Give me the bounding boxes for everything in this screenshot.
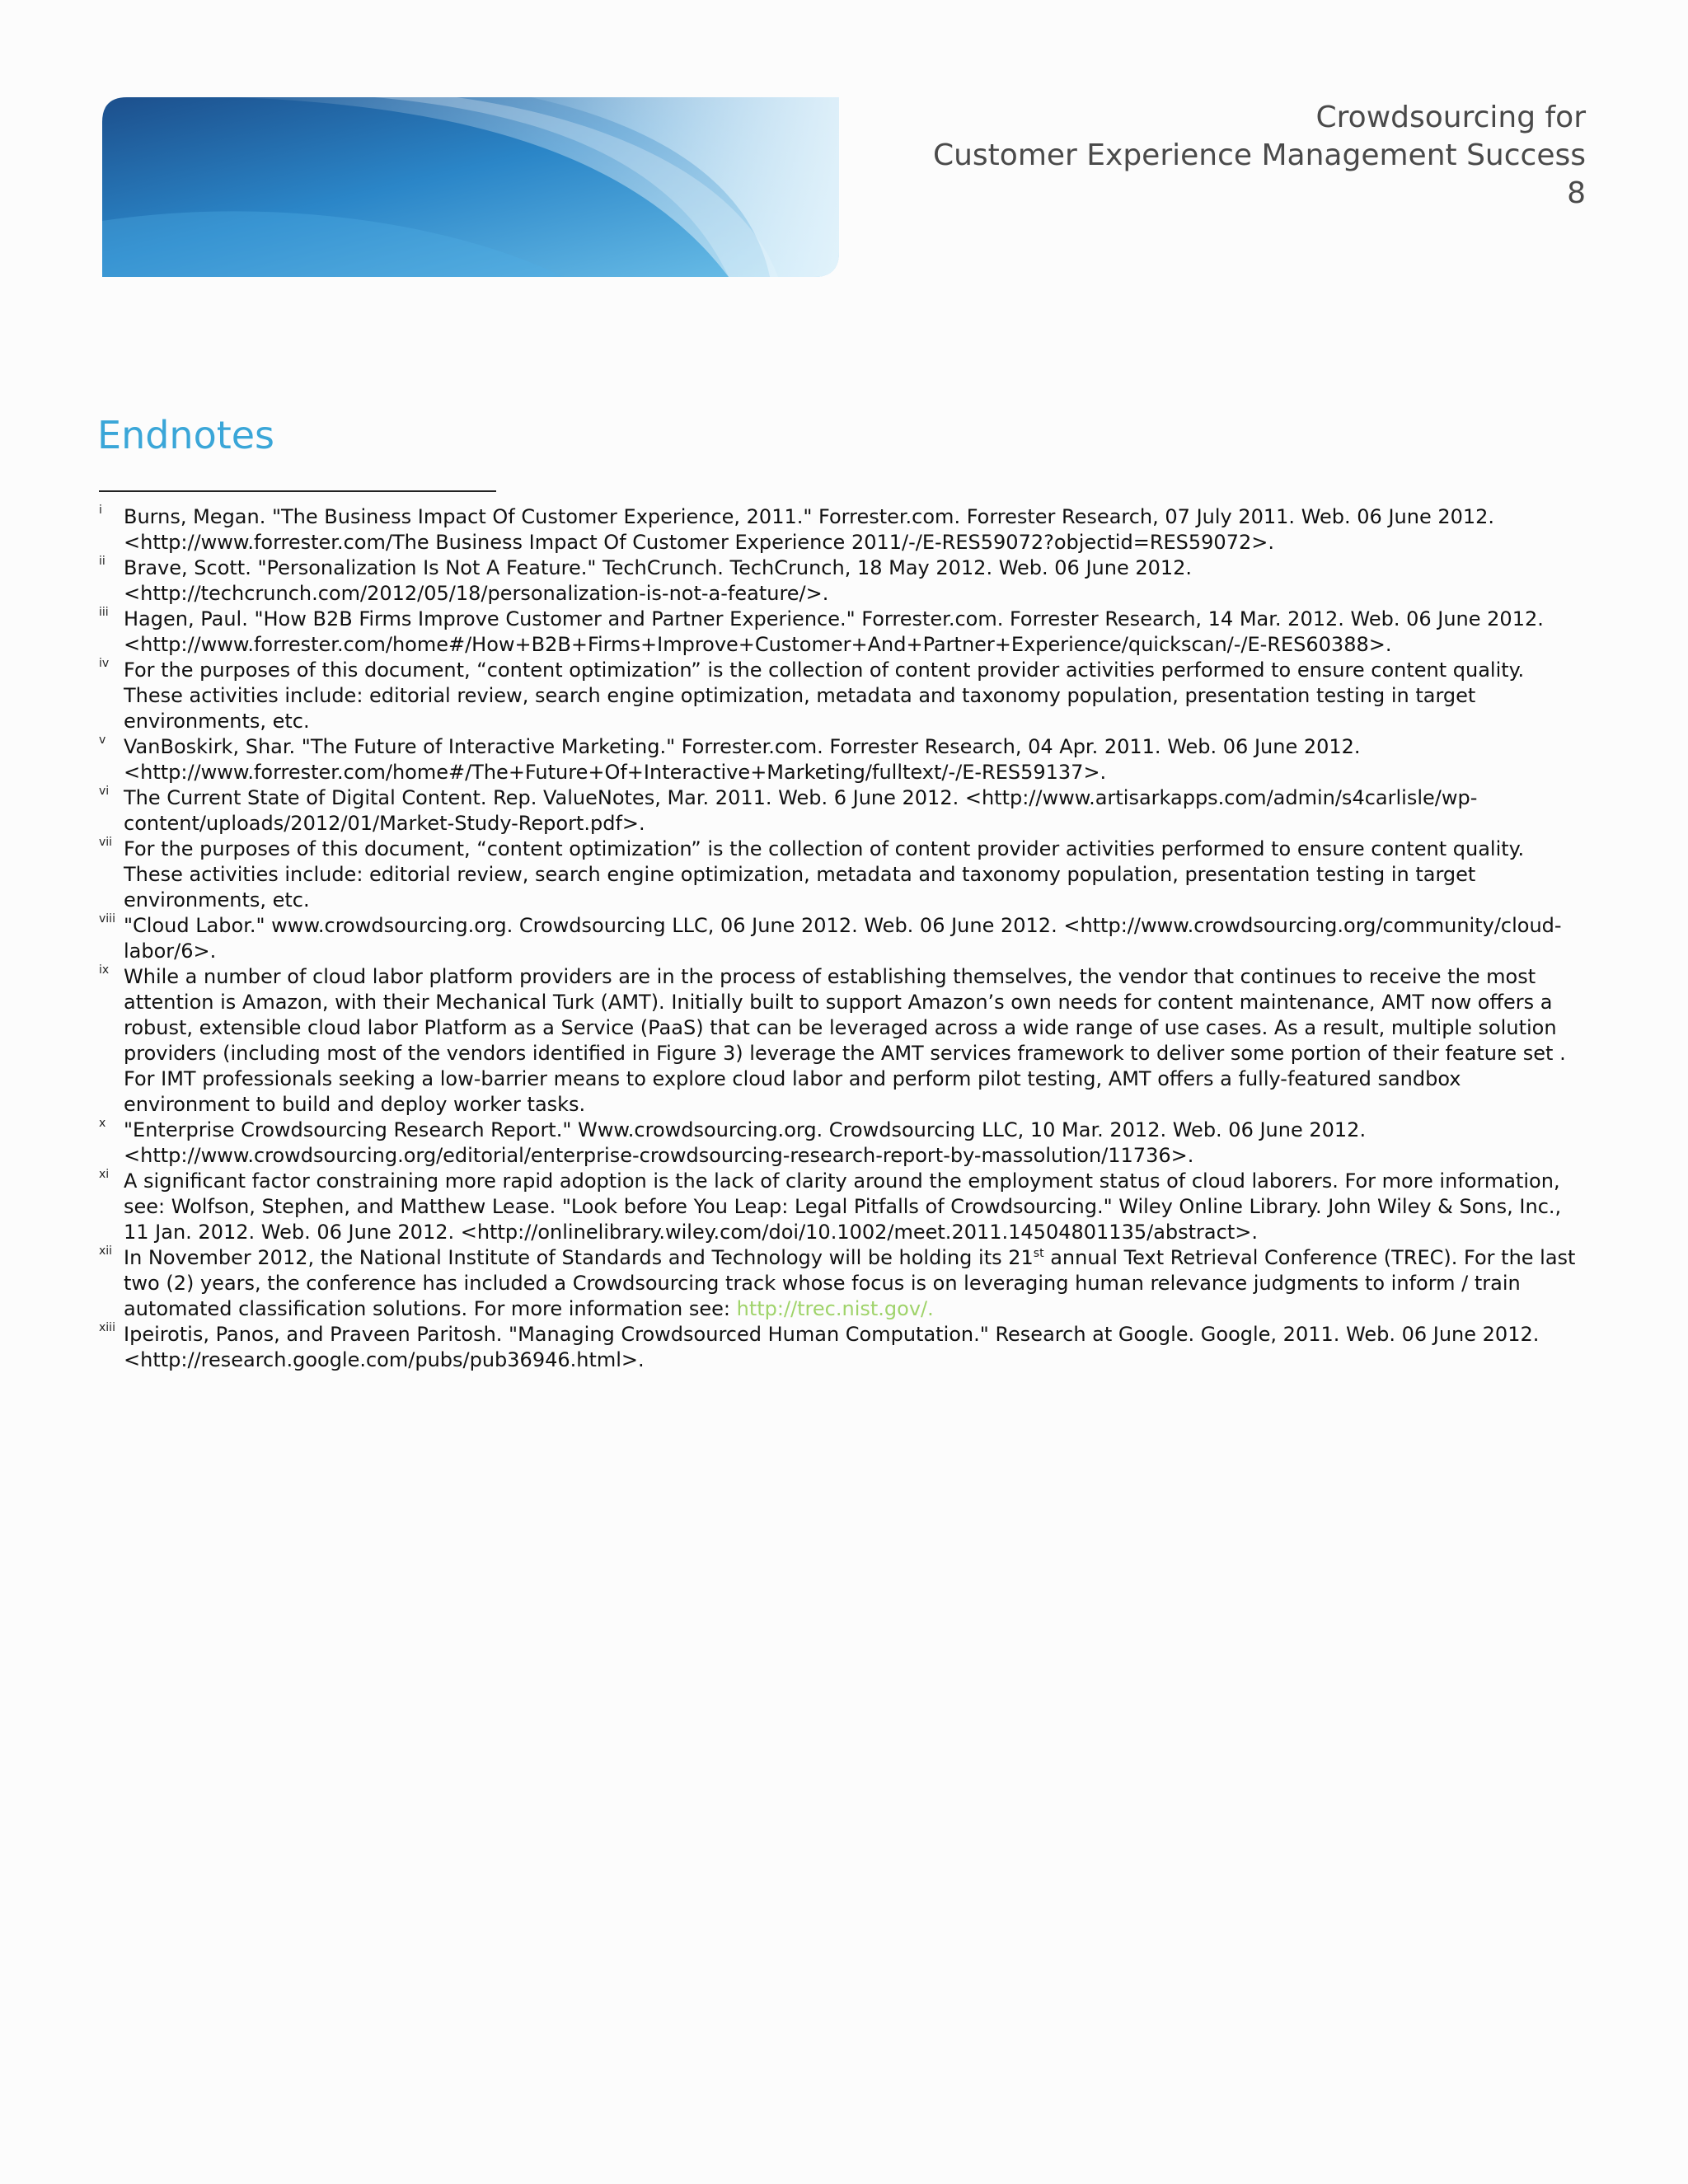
endnote-marker: xiii — [99, 1321, 115, 1334]
endnote-marker: xi — [99, 1168, 110, 1181]
endnote-marker: ii — [99, 555, 106, 568]
endnote-text: For the purposes of this document, “content optimization” is the collection of content provider activities performed to ensure content quality. These activities include: editorial review, search engine optimization, metadata and taxonomy population, presentation testing in target environments, etc. — [124, 837, 1525, 912]
endnote-item — [99, 785, 1587, 837]
endnote-text: For the purposes of this document, “content optimization” is the collection of content provider activities performed to ensure content quality. These activities include: editorial review, search engine optimization, metadata and taxonomy population, presentation testing in target environments, etc. — [124, 658, 1525, 733]
endnote-text: "Enterprise Crowdsourcing Research Report." Www.crowdsourcing.org. Crowdsourcing LLC, 10 Mar. 2012. Web. 06 June 2012. <http://www.crowdsourcing.org/editorial/enterprise-crowdsourcing-research-report-by-massolution/11736>. — [124, 1118, 1367, 1167]
endnote-marker: vi — [99, 785, 110, 798]
header-title-line-2: Customer Experience Management Success — [932, 138, 1586, 172]
endnote-item — [99, 1118, 1587, 1169]
endnote-item — [99, 1322, 1587, 1373]
endnote-item — [99, 555, 1587, 607]
endnote-item — [99, 504, 1587, 555]
endnote-marker: iii — [99, 606, 109, 619]
endnote-text-part: annual Text Retrieval Conference (TREC). For the last two (2) years, the conference has included a Crowdsourcing track whose focus is on leveraging human relevance judgments to inform / train automated classification solutions. For more information see: — [124, 1246, 1576, 1320]
document-header — [762, 99, 1586, 213]
endnote-marker: i — [99, 504, 102, 517]
endnote-text: Burns, Megan. "The Business Impact Of Customer Experience, 2011." Forrester.com. Forrester Research, 07 July 2011. Web. 06 June 2012. <http://www.forrester.com/The Business Impact Of Customer Experience 2011/-/E-RES59072?objectid=RES59072>. — [124, 505, 1495, 554]
endnote-marker: xii — [99, 1244, 113, 1258]
endnote-item — [99, 658, 1587, 734]
endnote-text: The Current State of Digital Content. Rep. ValueNotes, Mar. 2011. Web. 6 June 2012. <http://www.artisarkapps.com/admin/s4carlisle/wp-content/uploads/2012/01/Market-Study-Report.pdf>. — [124, 786, 1478, 835]
section-heading: Endnotes — [97, 413, 275, 457]
page-number: 8 — [1567, 176, 1586, 210]
endnote-marker: viii — [99, 912, 115, 926]
endnote-text: Brave, Scott. "Personalization Is Not A Feature." TechCrunch. TechCrunch, 18 May 2012. Web. 06 June 2012. <http://techcrunch.com/2012/05/18/personalization-is-not-a-feature/>. — [124, 556, 1193, 605]
footnote-separator — [99, 490, 496, 492]
endnote-text: A significant factor constraining more rapid adoption is the lack of clarity around the employment status of cloud laborers. For more information, see: Wolfson, Stephen, and Matthew Lease. "Look before You Leap: Legal Pitfalls of Crowdsourcing." Wiley Online Library. John Wiley & Sons, Inc., 11 Jan. 2012. Web. 06 June 2012. <http://onlinelibrary.wiley.com/doi/10.1002/meet.2011.14504801135/abstract>. — [124, 1169, 1562, 1244]
endnote-item — [99, 837, 1587, 913]
endnote-text — [124, 1246, 1575, 1320]
endnote-text: "Cloud Labor." www.crowdsourcing.org. Crowdsourcing LLC, 06 June 2012. Web. 06 June 2012. <http://www.crowdsourcing.org/community/cloud-labor/6>. — [124, 914, 1562, 963]
endnote-item — [99, 1245, 1587, 1322]
endnote-item — [99, 964, 1587, 1118]
endnote-marker: iv — [99, 657, 110, 670]
endnote-text-part: In November 2012, the National Institute of Standards and Technology will be holding its 21 — [124, 1246, 1034, 1269]
endnote-marker: ix — [99, 963, 110, 977]
header-title-line-1: Crowdsourcing for — [1315, 101, 1586, 134]
endnotes-list — [99, 504, 1587, 1373]
endnote-item — [99, 913, 1587, 964]
endnote-marker: v — [99, 733, 106, 747]
header-banner-graphic — [102, 97, 839, 277]
ordinal-superscript: st — [1033, 1247, 1044, 1260]
endnote-text: Hagen, Paul. "How B2B Firms Improve Customer and Partner Experience." Forrester.com. Forrester Research, 14 Mar. 2012. Web. 06 June 2012. <http://www.forrester.com/home#/How+B2B+Firms+Improve+Customer+And+Partner+Experience/quickscan/-/E-RES60388>. — [124, 607, 1544, 656]
endnote-marker: vii — [99, 836, 113, 849]
endnote-text: VanBoskirk, Shar. "The Future of Interactive Marketing." Forrester.com. Forrester Research, 04 Apr. 2011. Web. 06 June 2012. <http://www.forrester.com/home#/The+Future+Of+Interactive+Marketing/fulltext/-/E-RES59137>. — [124, 735, 1361, 784]
endnote-item — [99, 607, 1587, 658]
endnote-text: Ipeirotis, Panos, and Praveen Paritosh. "Managing Crowdsourced Human Computation." Research at Google. Google, 2011. Web. 06 June 2012. <http://research.google.com/pubs/pub36946.html>. — [124, 1323, 1540, 1371]
endnote-marker: x — [99, 1117, 106, 1130]
trec-link[interactable]: http://trec.nist.gov/. — [736, 1297, 934, 1320]
endnote-text: While a number of cloud labor platform providers are in the process of establishing themselves, the vendor that continues to receive the most attention is Amazon, with their Mechanical Turk (AMT). Initially built to support Amazon’s own needs for content maintenance, AMT now offers a robust, extensible cloud labor Platform as a Service (PaaS) that can be leveraged across a wide range of use cases. As a result, multiple solution providers (including most of the vendors identified in Figure 3) leverage the AMT services framework to deliver some portion of their feature set . For IMT professionals seeking a low-barrier means to explore cloud labor and perform pilot testing, AMT offers a fully-featured sandbox environment to build and deploy worker tasks. — [124, 965, 1566, 1116]
endnote-item — [99, 734, 1587, 785]
endnote-item — [99, 1169, 1587, 1245]
